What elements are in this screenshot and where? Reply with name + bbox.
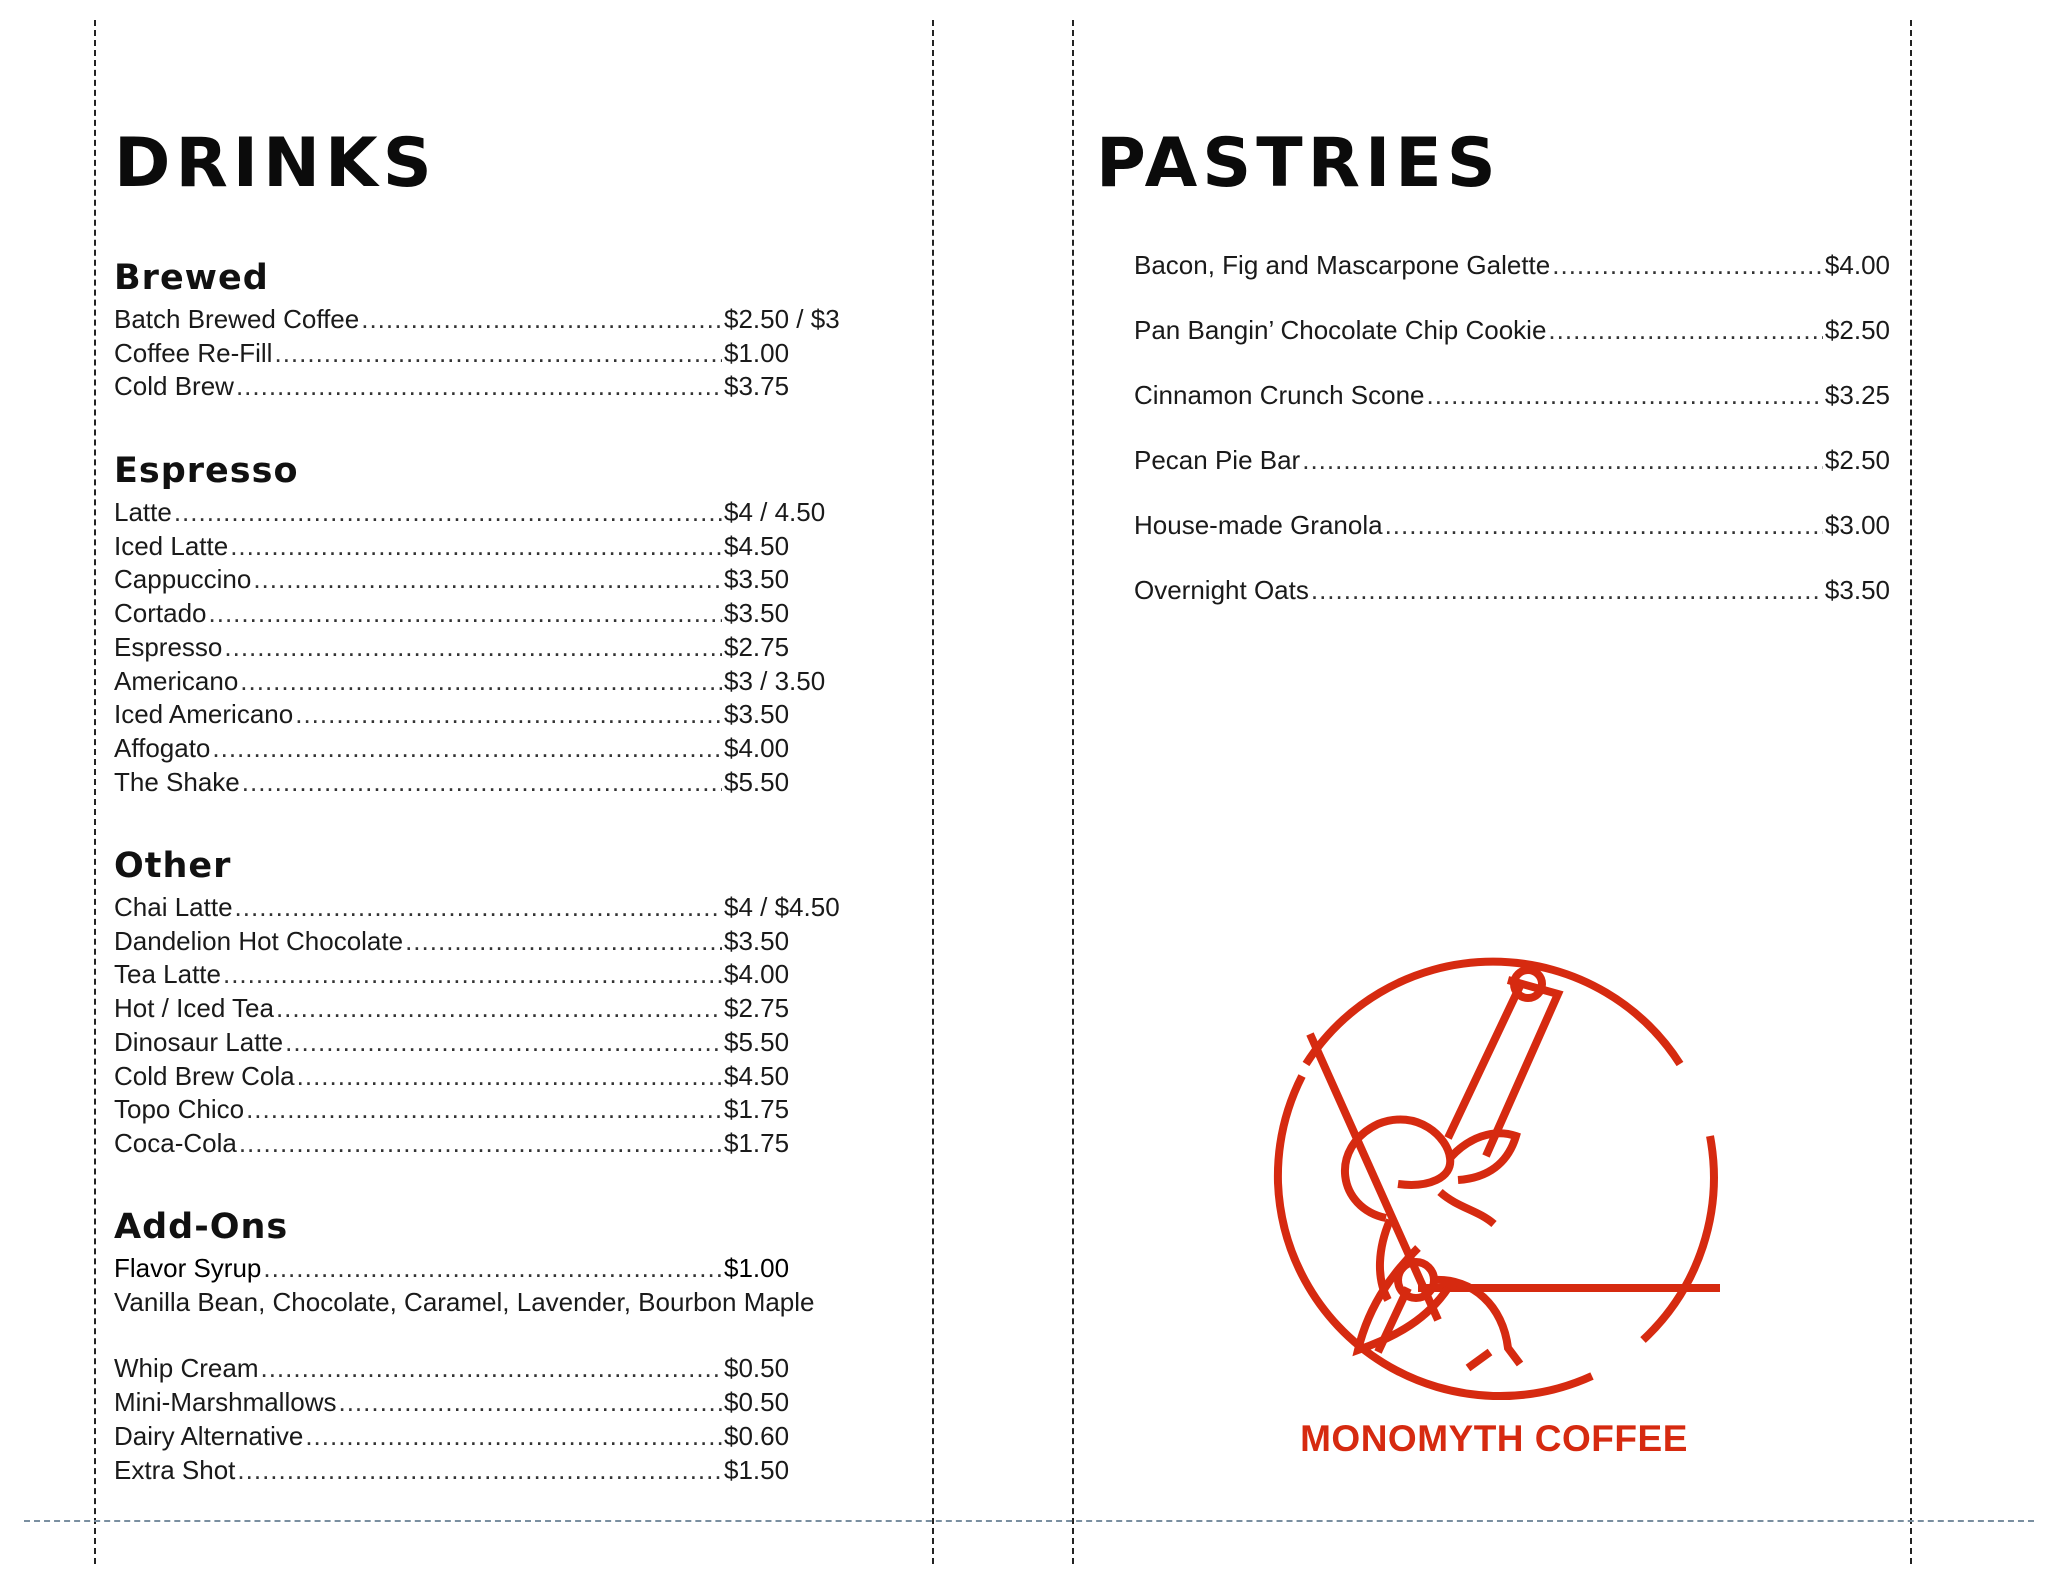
item-price: $2.50 / $3 [724,304,840,334]
menu-item [114,597,854,631]
item-price: $4.00 [724,959,790,990]
leader-dots [305,1420,722,1454]
menu-item [114,1352,854,1386]
menu-item [114,1026,854,1060]
section-heading: Add-Ons [114,1207,289,1247]
item-price: $4.50 [724,1060,790,1091]
item-price: $3.25 [1824,380,1890,410]
item-price: $0.50 [724,1353,790,1384]
item-name: Batch Brewed Coffee [114,304,360,334]
menu-item [114,1420,854,1454]
item-name: Dairy Alternative [114,1420,304,1451]
item-price: $4.00 [1824,250,1890,280]
item-price: $4.00 [724,732,790,763]
menu-item [114,303,854,337]
item-price: $3.50 [724,925,790,956]
menu-item [114,530,854,564]
leader-dots [224,631,722,665]
item-name: Bacon, Fig and Mascarpone Galette [1134,250,1551,280]
menu-item [114,1454,854,1488]
item-name: Iced Latte [114,530,229,561]
item-name: Americano [114,665,239,696]
section-addons [114,1206,854,1487]
leader-dots [263,1252,722,1286]
item-name: Cold Brew Cola [114,1060,295,1091]
menu-item [114,496,854,530]
leader-dots [209,597,723,631]
leader-dots [235,891,722,925]
menu-item [114,698,854,732]
item-name: Whip Cream [114,1353,259,1384]
menu-item [114,563,854,597]
item-name: Flavor Syrup [114,1253,262,1283]
item-price: $4.50 [724,530,790,561]
menu-item [114,1386,854,1420]
item-price: $3.00 [1824,510,1890,540]
item-price: $1.00 [724,1253,790,1283]
leader-dots [297,1060,722,1094]
leader-dots [285,1026,722,1060]
leader-dots [274,337,722,371]
item-price: $0.60 [724,1420,790,1451]
item-name: Iced Americano [114,699,294,730]
section-heading: Brewed [114,258,269,298]
leader-dots [1311,573,1823,607]
drinks-title: DRINKS [114,124,437,203]
menu-item [114,631,854,665]
flavor-options-note: Vanilla Bean, Chocolate, Caramel, Lavender, Bourbon Maple [114,1286,815,1317]
menu-item [114,665,854,699]
leader-dots [338,1386,722,1420]
item-price: $3.50 [724,699,790,730]
item-name: Pan Bangin’ Chocolate Chip Cookie [1134,315,1547,345]
pastry-list [1134,248,1890,638]
leader-dots [239,1127,722,1161]
item-price: $2.75 [724,993,790,1024]
leader-dots [1548,313,1823,347]
item-price: $1.50 [724,1454,790,1485]
leader-dots [237,1454,722,1488]
fold-line-left [94,20,96,1564]
leader-dots [1302,443,1823,477]
fold-line-center-right [1072,20,1074,1564]
item-name: Hot / Iced Tea [114,993,274,1024]
menu-item [1134,508,1890,542]
item-price: $3.50 [724,598,790,629]
leader-dots [246,1093,722,1127]
item-price: $1.75 [724,1094,790,1125]
item-price: $1.75 [724,1127,790,1158]
menu-item [1134,248,1890,282]
item-name: Espresso [114,631,223,662]
leader-dots [230,530,722,564]
item-name: Cinnamon Crunch Scone [1134,380,1425,410]
brand-name: MONOMYTH COFFEE [1300,1418,1688,1459]
menu-item [114,992,854,1026]
item-name: Dinosaur Latte [114,1026,284,1057]
item-name: Coca-Cola [114,1127,237,1158]
item-price: $1.00 [724,337,790,368]
menu-item [114,732,854,766]
menu-item [1134,378,1890,412]
menu-item [114,958,854,992]
item-price: $2.75 [724,631,790,662]
leader-dots [212,732,722,766]
item-price: $2.50 [1824,315,1890,345]
item-price: $0.50 [724,1387,790,1418]
item-name: Coffee Re-Fill [114,337,273,368]
item-name: Mini-Marshmallows [114,1387,337,1418]
menu-item [114,766,854,800]
leader-dots [174,496,722,530]
item-name: Topo Chico [114,1094,245,1125]
item-name: Cold Brew [114,371,234,402]
item-price: $4 / $4.50 [724,892,840,922]
item-name: Overnight Oats [1134,575,1309,605]
menu-item [114,925,854,959]
menu-item [1134,313,1890,347]
cut-line-bottom [24,1520,2034,1522]
menu-item [1134,443,1890,477]
item-name: Pecan Pie Bar [1134,445,1301,475]
fold-line-right [1910,20,1912,1564]
menu-item [1134,573,1890,607]
leader-dots [253,563,722,597]
menu-item [114,370,854,404]
leader-dots [1385,508,1823,542]
menu-item-flavor-syrup [114,1252,854,1286]
leader-dots [1427,378,1823,412]
leader-dots [295,698,722,732]
item-name: The Shake [114,766,240,797]
item-price: $3.50 [1824,575,1890,605]
leader-dots [260,1352,722,1386]
item-name: Dandelion Hot Chocolate [114,925,404,956]
item-price: $2.50 [1824,445,1890,475]
item-name: Latte [114,497,172,527]
leader-dots [240,665,722,699]
item-name: Chai Latte [114,892,233,922]
monomyth-logo-icon [1258,948,1728,1418]
item-name: House-made Granola [1134,510,1383,540]
section-other [114,845,854,1161]
leader-dots [361,303,722,337]
section-heading: Other [114,846,232,886]
fold-line-center-left [932,20,934,1564]
leader-dots [236,370,722,404]
menu-item [114,1093,854,1127]
leader-dots [242,766,722,800]
item-name: Tea Latte [114,959,221,990]
leader-dots [223,958,722,992]
menu-item [114,1127,854,1161]
leader-dots [276,992,722,1026]
pastries-title: PASTRIES [1096,124,1501,203]
section-brewed [114,257,854,404]
item-name: Cappuccino [114,564,252,595]
item-name: Cortado [114,598,207,629]
leader-dots [405,925,722,959]
section-heading: Espresso [114,451,299,491]
leader-dots [1552,248,1823,282]
item-name: Extra Shot [114,1454,236,1485]
item-name: Affogato [114,732,211,763]
item-price: $4 / 4.50 [724,497,826,527]
item-price: $5.50 [724,1026,790,1057]
section-espresso [114,450,854,799]
item-price: $5.50 [724,766,790,797]
item-price: $3.50 [724,564,790,595]
menu-item [114,1060,854,1094]
menu-item [114,337,854,371]
item-price: $3 / 3.50 [724,665,826,696]
menu-item [114,891,854,925]
item-price: $3.75 [724,371,790,402]
